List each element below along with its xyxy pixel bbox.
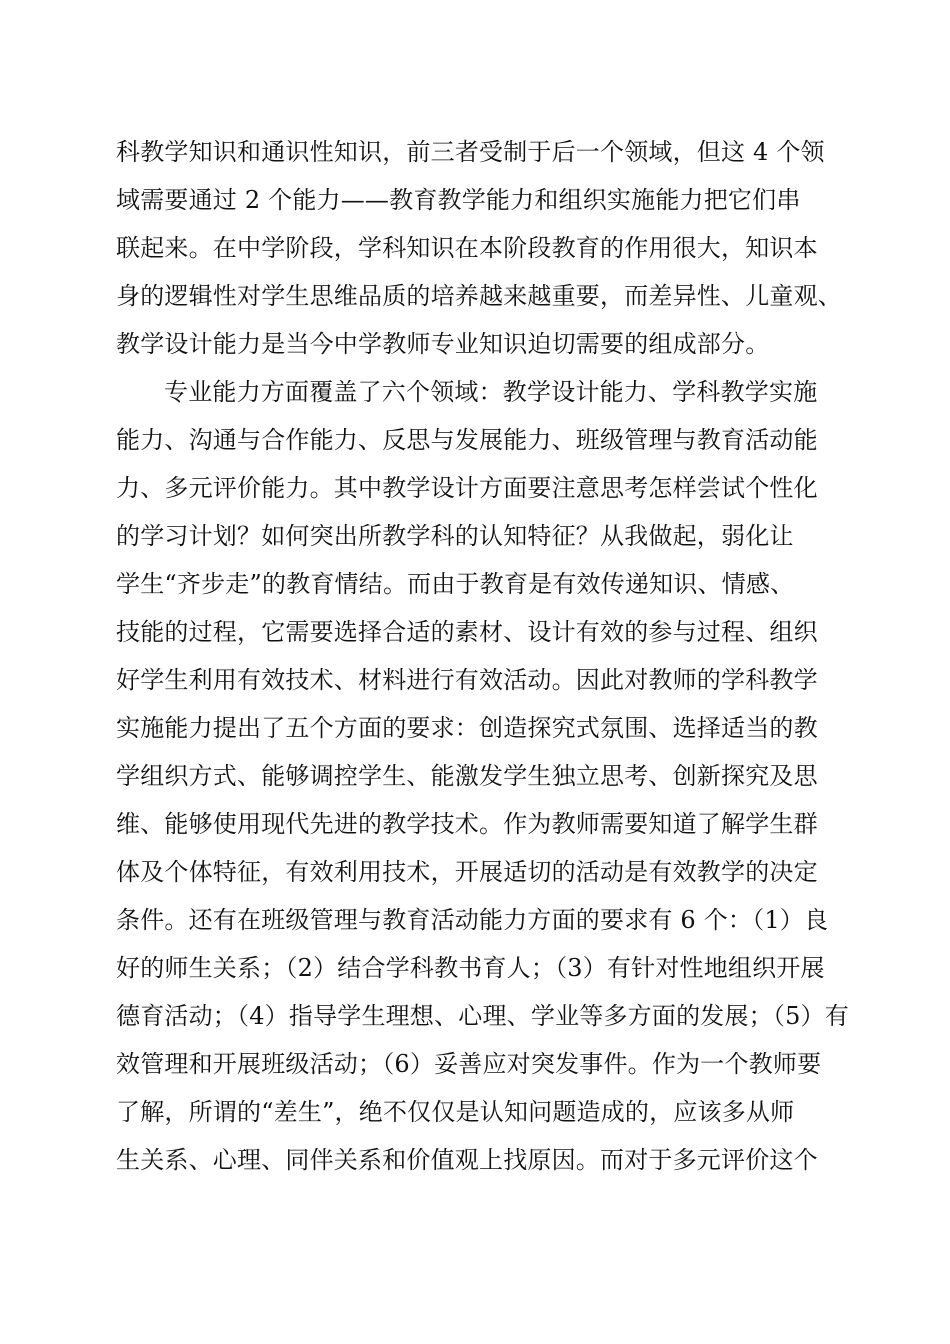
- text-line: 联起来。在中学阶段，学科知识在本阶段教育的作用很大，知识本: [116, 234, 818, 262]
- paragraph-1: [116, 128, 856, 368]
- text-line: 的学习计划？如何突出所教学科的认知特征？从我做起，弱化让: [116, 522, 794, 550]
- text-line: 生关系、心理、同伴关系和价值观上找原因。而对于多元评价这个: [116, 1146, 818, 1174]
- text-line: 技能的过程，它需要选择合适的素材、设计有效的参与过程、组织: [116, 618, 818, 646]
- text-line: 能力、沟通与合作能力、反思与发展能力、班级管理与教育活动能: [116, 426, 818, 454]
- text-line: 德育活动；（4）指导学生理想、心理、学业等多方面的发展；（5）有: [116, 1002, 849, 1030]
- body-text: [116, 128, 856, 1184]
- text-line: 条件。还有在班级管理与教育活动能力方面的要求有 6 个：（1）良: [116, 906, 829, 934]
- paragraph-2: [116, 368, 856, 1184]
- text-line: 学生“齐步走”的教育情结。而由于教育是有效传递知识、情感、: [116, 570, 795, 598]
- text-line: 专业能力方面覆盖了六个领域：教学设计能力、学科教学实施: [164, 378, 818, 406]
- text-line: 效管理和开展班级活动；（6）妥善应对突发事件。作为一个教师要: [116, 1050, 822, 1078]
- text-line: 域需要通过 2 个能力——教育教学能力和组织实施能力把它们串: [116, 186, 801, 214]
- text-line: 维、能够使用现代先进的教学技术。作为教师需要知道了解学生群: [116, 810, 818, 838]
- text-line: 好的师生关系；（2）结合学科教书育人；（3）有针对性地组织开展: [116, 954, 825, 982]
- text-line: 教学设计能力是当今中学教师专业知识迫切需要的组成部分。: [116, 330, 770, 358]
- text-line: 学组织方式、能够调控学生、能激发学生独立思考、创新探究及思: [116, 762, 818, 790]
- text-line: 力、多元评价能力。其中教学设计方面要注意思考怎样尝试个性化: [116, 474, 818, 502]
- text-line: 了解，所谓的“差生”，绝不仅仅是认知问题造成的，应该多从师: [116, 1098, 795, 1126]
- text-line: 好学生利用有效技术、材料进行有效活动。因此对教师的学科教学: [116, 666, 818, 694]
- text-line: 身的逻辑性对学生思维品质的培养越来越重要，而差异性、儿童观、: [116, 282, 842, 310]
- text-line: 实施能力提出了五个方面的要求：创造探究式氛围、选择适当的教: [116, 714, 818, 742]
- text-line: 科教学知识和通识性知识，前三者受制于后一个领域，但这 4 个领: [116, 138, 825, 166]
- text-line: 体及个体特征，有效利用技术，开展适切的活动是有效教学的决定: [116, 858, 818, 886]
